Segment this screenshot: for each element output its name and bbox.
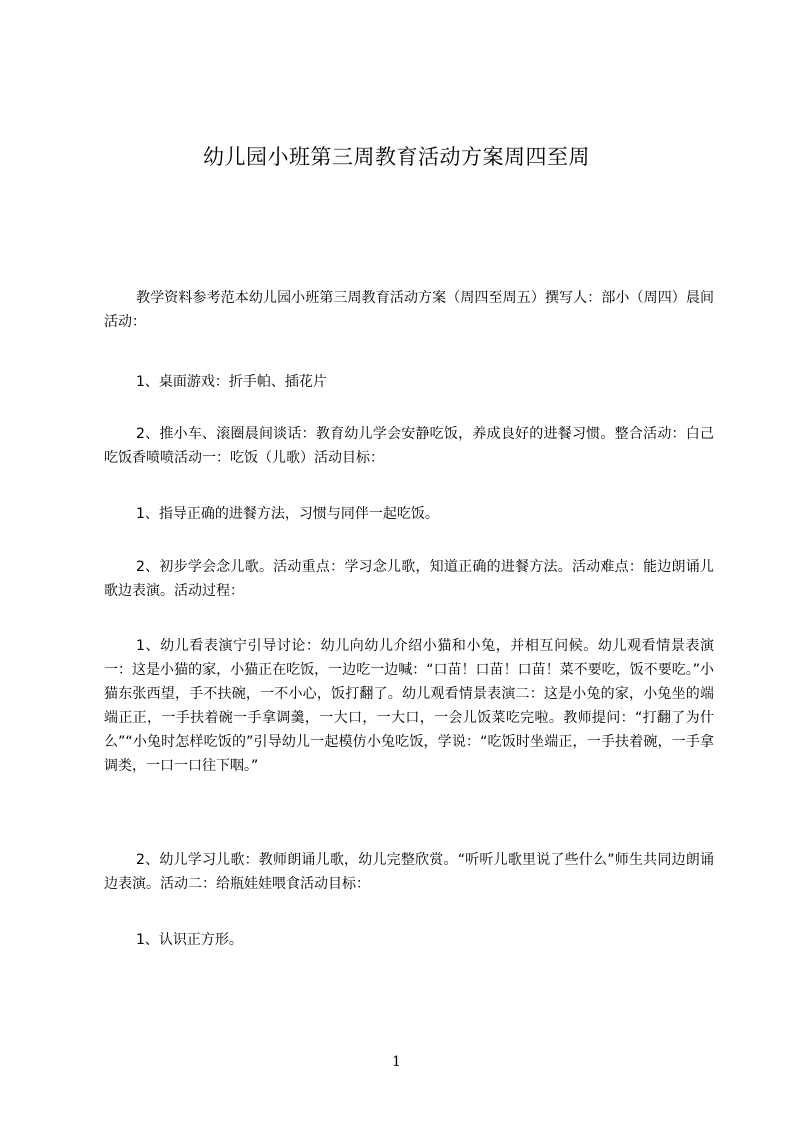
page-number: 1 — [392, 1054, 401, 1070]
paragraph-text: 1、幼儿看表演宁引导讨论：幼儿向幼儿介绍小猫和小兔，并相互问候。幼儿观看情景表演一：这是小猫的家，小猫正在吃饭，一边吃一边喊：“口苗！口苗！口苗！菜不要吃，饭不要吃。”小猫东张西望，手不扶碗，一不小心，饭打翻了。幼儿观看情景表演二：这是小兔的家，小兔坐的端端正正，一手扶着碗一手拿调羹，一大口，一大口，一会儿饭菜吃完啦。教师提问：“打翻了为什么”“小兔时怎样吃饭的”引导幼儿一起模仿小兔吃饭，学说：“吃饭时坐端正，一手扶着碗，一手拿调类，一口一口往下咽。” — [104, 638, 714, 774]
paragraph-item — [104, 555, 714, 603]
paragraph-item — [104, 422, 714, 470]
document-title: 幼儿园小班第三周教育活动方案周四至周 — [203, 145, 590, 169]
paragraph-text: 1、指导正确的进餐方法，习惯与同伴一起吃饭。 — [136, 506, 439, 522]
paragraph-item — [104, 928, 714, 952]
paragraph-text: 教学资料参考范本幼儿园小班第三周教育活动方案（周四至周五）撰写人：部小（周四）晨间活动： — [104, 290, 714, 330]
paragraph-item — [104, 502, 714, 526]
paragraph-item — [104, 848, 714, 896]
paragraph-text: 2、初步学会念儿歌。活动重点：学习念儿歌，知道正确的进餐方法。活动难点：能边朗诵儿歌边表演。活动过程： — [104, 559, 714, 599]
paragraph-item — [104, 370, 714, 394]
paragraph-item — [104, 634, 714, 778]
paragraph-text: 2、幼儿学习儿歌：教师朗诵儿歌，幼儿完整欣赏。“听听儿歌里说了些什么”师生共同边朗诵边表演。活动二：给瓶娃娃喂食活动目标： — [104, 852, 714, 892]
paragraph-text: 1、桌面游戏：折手帕、插花片 — [136, 374, 327, 390]
paragraph-text: 2、推小车、滚圈晨间谈话：教育幼儿学会安静吃饭，养成良好的进餐习惯。整合活动：白己吃饭香喷喷活动一：吃饭（儿歌）活动目标： — [104, 426, 714, 466]
paragraph-intro — [104, 286, 714, 334]
paragraph-text: 1、认识正方形。 — [136, 932, 243, 948]
